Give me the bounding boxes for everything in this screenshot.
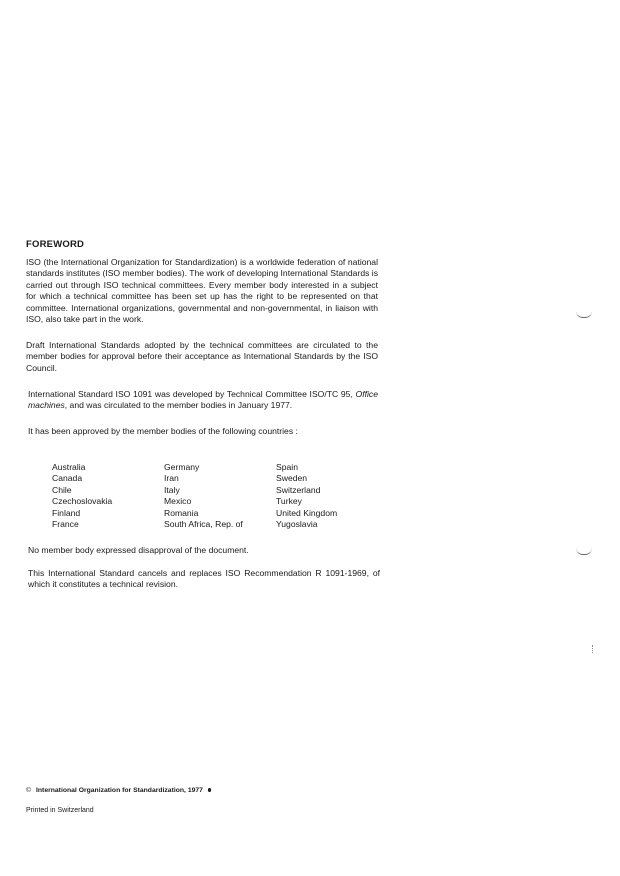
- copyright-line: [26, 787, 211, 794]
- copyright-symbol: ©: [26, 787, 32, 794]
- country-item: Czechoslovakia: [52, 496, 113, 507]
- scan-mark: [576, 548, 592, 555]
- paragraph-approval: It has been approved by the member bodies of the following countries :: [28, 426, 298, 436]
- printed-in-note: Printed in Switzerland: [26, 807, 94, 814]
- paragraph-no-disapproval: No member body expressed disapproval of the document.: [28, 545, 249, 555]
- country-item: France: [52, 518, 79, 529]
- paragraph-draft-standards: Draft International Standards adopted by the technical committees are circulated to the member bodies for approval before their acceptance as International Standards by the ISO Council.: [26, 340, 378, 373]
- country-item: Mexico: [164, 496, 192, 507]
- country-item: United Kingdom: [276, 507, 338, 518]
- country-item: Italy: [164, 484, 180, 495]
- country-item: Canada: [52, 473, 83, 484]
- development-text-start: International Standard ISO 1091 was developed by Technical Committee ISO/TC 95,: [28, 389, 356, 399]
- country-item: Switzerland: [276, 484, 321, 495]
- country-item: Spain: [276, 462, 298, 472]
- foreword-heading: FOREWORD: [26, 239, 85, 250]
- development-text-end: , and was circulated to the member bodies in January 1977.: [64, 400, 293, 411]
- country-item: Romania: [164, 507, 199, 518]
- country-item: Sweden: [276, 473, 308, 484]
- scan-mark: [576, 311, 592, 318]
- paragraph-iso-intro: ISO (the International Organization for Standardization) is a worldwide federation of national standards institutes (ISO member bodies). The work of developing International Standards is carried out through ISO technical committees. Every member body interested in a subject for which a technical committee has been set up has the right to be represented on that committee. International organizations, governmental and non-governmental, in liaison with ISO, also take part in the work.: [26, 257, 378, 325]
- country-item: Germany: [164, 462, 200, 472]
- copyright-text: International Organization for Standardization, 1977: [36, 787, 203, 794]
- paragraph-revision: This International Standard cancels and replaces ISO Recommendation R 1091-1969, of which it constitutes a technical revision.: [28, 568, 380, 590]
- bullet-dot-icon: [208, 788, 212, 792]
- country-item: Australia: [52, 462, 86, 472]
- country-item: Iran: [164, 473, 179, 484]
- country-item: South Africa, Rep. of: [164, 518, 243, 529]
- scan-mark: [592, 645, 595, 653]
- country-item: Yugoslavia: [276, 518, 318, 529]
- country-item: Chile: [52, 484, 72, 495]
- committee-name: Office machines: [28, 389, 378, 411]
- country-item: Turkey: [276, 496, 302, 507]
- country-item: Finland: [52, 507, 81, 518]
- paragraph-development: [28, 389, 378, 412]
- country-list: [52, 462, 372, 530]
